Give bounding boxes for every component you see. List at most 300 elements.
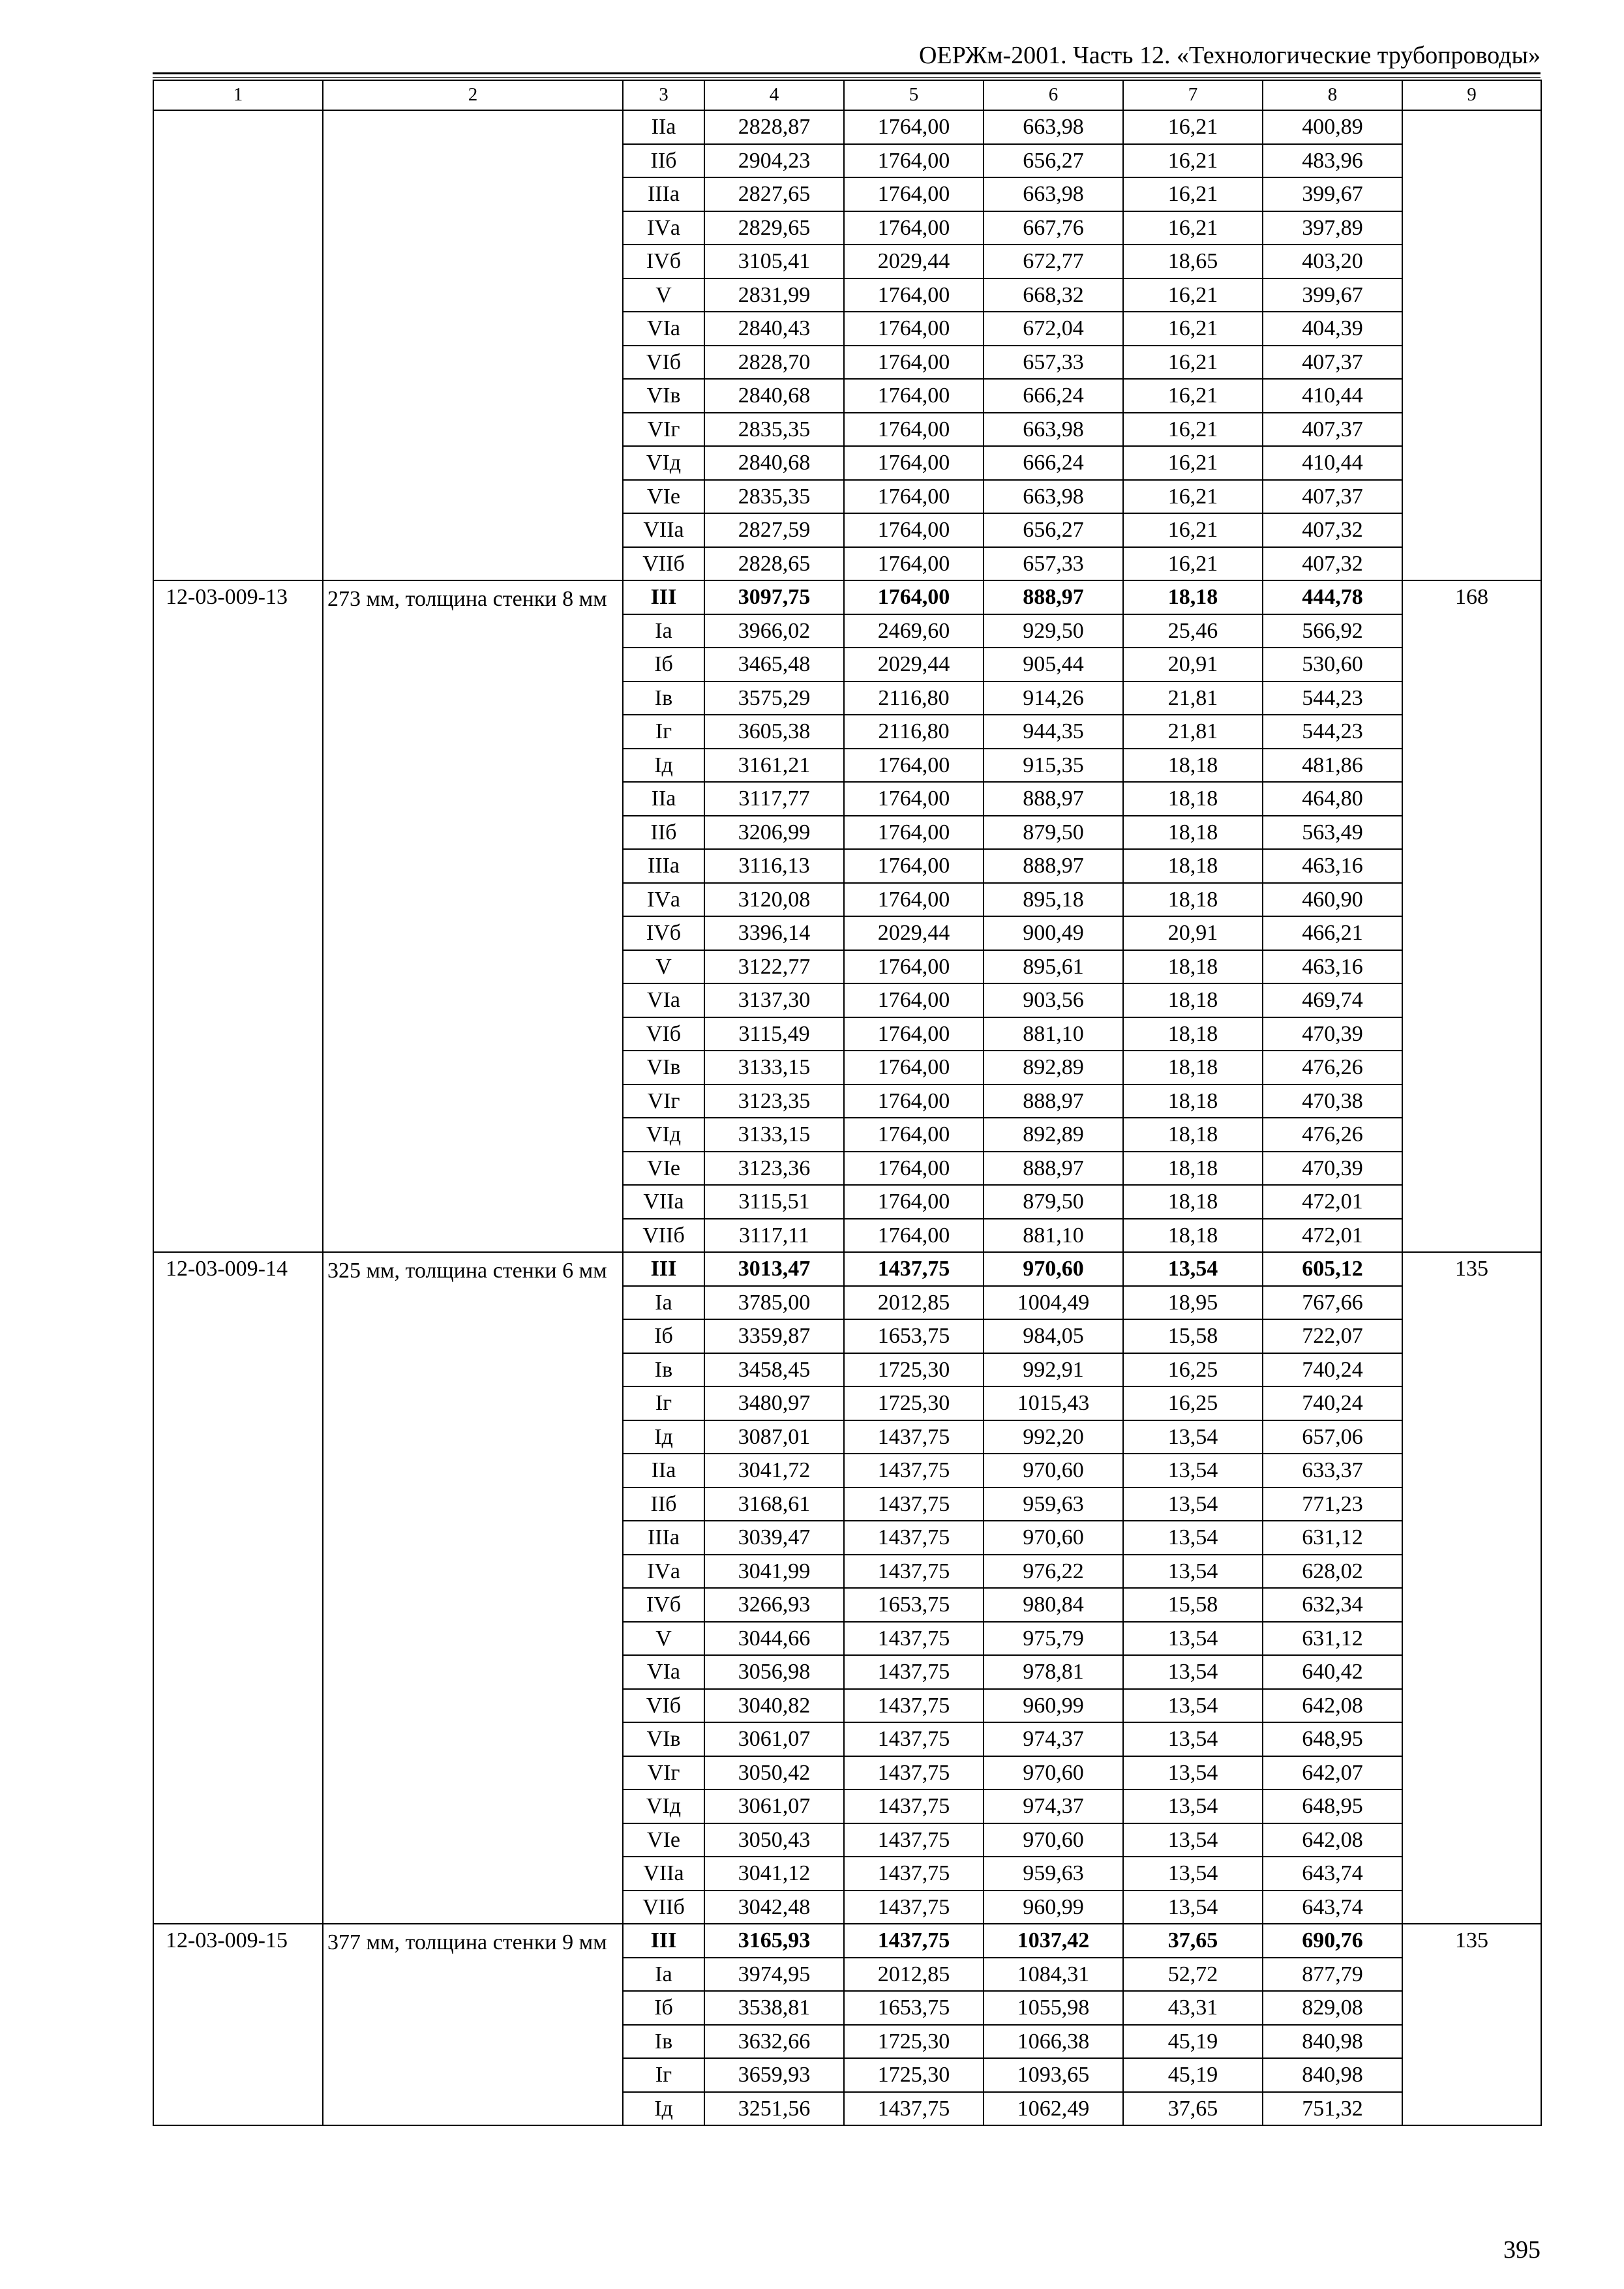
value-cell: 663,98 (984, 413, 1123, 447)
value-cell: 2828,87 (704, 110, 844, 144)
zone-cell: Iд (623, 2092, 704, 2126)
value-cell: 18,18 (1123, 849, 1263, 883)
table-row (153, 1924, 1541, 1958)
zone-cell: VIг (623, 413, 704, 447)
value-cell: 407,37 (1263, 346, 1402, 380)
value-cell: 1764,00 (844, 278, 984, 312)
value-cell: 530,60 (1263, 648, 1402, 681)
value-cell: 1437,75 (844, 1722, 984, 1756)
value-cell: 476,26 (1263, 1118, 1402, 1152)
value-cell: 3042,48 (704, 1891, 844, 1924)
zone-cell: VIб (623, 1017, 704, 1051)
value-cell: 16,21 (1123, 379, 1263, 413)
value-cell: 1764,00 (844, 1118, 984, 1152)
value-cell: 1725,30 (844, 1386, 984, 1420)
value-cell: 16,21 (1123, 547, 1263, 581)
value-cell: 879,50 (984, 816, 1123, 850)
zone-cell: Iа (623, 1958, 704, 1992)
value-cell: 2828,65 (704, 547, 844, 581)
zone-cell: Iг (623, 2058, 704, 2092)
value-cell: 410,44 (1263, 446, 1402, 480)
value-cell: 829,08 (1263, 1991, 1402, 2025)
value-cell: 1764,00 (844, 177, 984, 211)
value-cell: 959,63 (984, 1488, 1123, 1521)
value-cell: 16,21 (1123, 346, 1263, 380)
value-cell: 888,97 (984, 1152, 1123, 1186)
zone-cell: IIIа (623, 1521, 704, 1555)
value-cell: 903,56 (984, 983, 1123, 1017)
column-number: 6 (984, 80, 1123, 110)
value-cell: 2840,68 (704, 379, 844, 413)
code-cell (153, 110, 323, 580)
zone-cell: VIв (623, 1722, 704, 1756)
value-cell: 1764,00 (844, 1185, 984, 1219)
value-cell: 1437,75 (844, 1488, 984, 1521)
value-cell: 643,74 (1263, 1891, 1402, 1924)
value-cell: 1653,75 (844, 1991, 984, 2025)
value-cell: 666,24 (984, 379, 1123, 413)
value-cell: 21,81 (1123, 681, 1263, 715)
value-cell: 470,39 (1263, 1152, 1402, 1186)
value-cell: 3041,99 (704, 1555, 844, 1589)
zone-cell: III (623, 580, 704, 614)
value-cell: 1764,00 (844, 312, 984, 346)
zone-cell: VIIа (623, 1857, 704, 1891)
table-body (153, 80, 1541, 2125)
value-cell: 18,18 (1123, 816, 1263, 850)
value-cell: 1437,75 (844, 1555, 984, 1589)
value-cell: 18,18 (1123, 580, 1263, 614)
value-cell: 403,20 (1263, 245, 1402, 278)
table-row (153, 1252, 1541, 1286)
value-cell: 45,19 (1123, 2058, 1263, 2092)
value-cell: 397,89 (1263, 211, 1402, 245)
value-cell: 13,54 (1123, 1252, 1263, 1286)
value-cell: 895,61 (984, 950, 1123, 984)
value-cell: 3659,93 (704, 2058, 844, 2092)
value-cell: 1084,31 (984, 1958, 1123, 1992)
value-cell: 25,46 (1123, 614, 1263, 648)
value-cell: 52,72 (1123, 1958, 1263, 1992)
value-cell: 3117,77 (704, 782, 844, 816)
value-cell: 20,91 (1123, 916, 1263, 950)
column-number: 2 (323, 80, 623, 110)
value-cell: 1653,75 (844, 1588, 984, 1622)
running-header: ОЕРЖм-2001. Часть 12. «Технологические трубопроводы» (918, 42, 1541, 69)
value-cell: 944,35 (984, 715, 1123, 749)
value-cell: 1004,49 (984, 1286, 1123, 1320)
zone-cell: VIа (623, 312, 704, 346)
zone-cell: VIб (623, 1689, 704, 1723)
value-cell: 672,77 (984, 245, 1123, 278)
value-cell: 3122,77 (704, 950, 844, 984)
value-cell: 959,63 (984, 1857, 1123, 1891)
column-number: 5 (844, 80, 984, 110)
value-cell: 976,22 (984, 1555, 1123, 1589)
description-cell: 273 мм, толщина стенки 8 мм (323, 580, 623, 1252)
zone-cell: IIа (623, 1454, 704, 1488)
value-cell: 1437,75 (844, 1655, 984, 1689)
value-cell: 2116,80 (844, 681, 984, 715)
zone-cell: VIв (623, 1051, 704, 1085)
value-cell: 45,19 (1123, 2025, 1263, 2059)
value-cell: 470,39 (1263, 1017, 1402, 1051)
value-cell: 1437,75 (844, 1756, 984, 1790)
value-cell: 631,12 (1263, 1622, 1402, 1656)
value-cell: 16,25 (1123, 1386, 1263, 1420)
value-cell: 15,58 (1123, 1319, 1263, 1353)
value-cell: 1725,30 (844, 2025, 984, 2059)
value-cell: 1764,00 (844, 110, 984, 144)
value-cell: 1437,75 (844, 2092, 984, 2126)
header-rule-thin (153, 77, 1541, 78)
value-cell: 667,76 (984, 211, 1123, 245)
value-cell: 1764,00 (844, 379, 984, 413)
value-cell: 37,65 (1123, 2092, 1263, 2126)
value-cell: 1764,00 (844, 1152, 984, 1186)
zone-cell: Iа (623, 614, 704, 648)
value-cell: 13,54 (1123, 1789, 1263, 1823)
zone-cell: Iб (623, 648, 704, 681)
value-cell: 1653,75 (844, 1319, 984, 1353)
value-cell: 1437,75 (844, 1454, 984, 1488)
zone-cell: IIIа (623, 177, 704, 211)
value-cell: 1764,00 (844, 413, 984, 447)
value-cell: 3785,00 (704, 1286, 844, 1320)
value-cell: 404,39 (1263, 312, 1402, 346)
value-cell: 888,97 (984, 1085, 1123, 1118)
value-cell: 18,65 (1123, 245, 1263, 278)
value-cell: 16,21 (1123, 211, 1263, 245)
zone-cell: Iв (623, 681, 704, 715)
value-cell: 37,65 (1123, 1924, 1263, 1958)
value-cell: 3115,49 (704, 1017, 844, 1051)
value-cell: 407,32 (1263, 547, 1402, 581)
value-cell: 3396,14 (704, 916, 844, 950)
value-cell: 3251,56 (704, 2092, 844, 2126)
value-cell: 970,60 (984, 1823, 1123, 1857)
value-cell: 642,08 (1263, 1689, 1402, 1723)
zone-cell: IIб (623, 1488, 704, 1521)
value-cell: 13,54 (1123, 1857, 1263, 1891)
value-cell: 3117,11 (704, 1219, 844, 1253)
value-cell: 16,21 (1123, 177, 1263, 211)
value-cell: 1764,00 (844, 211, 984, 245)
value-cell: 399,67 (1263, 177, 1402, 211)
header-rule (153, 72, 1541, 74)
zone-cell: Iб (623, 1991, 704, 2025)
page-number: 395 (1503, 2236, 1541, 2264)
value-cell: 2116,80 (844, 715, 984, 749)
value-cell: 978,81 (984, 1655, 1123, 1689)
zone-cell: VIIб (623, 1891, 704, 1924)
value-cell: 668,32 (984, 278, 1123, 312)
value-cell: 1437,75 (844, 1823, 984, 1857)
value-cell: 2469,60 (844, 614, 984, 648)
value-cell: 3040,82 (704, 1689, 844, 1723)
value-cell: 463,16 (1263, 950, 1402, 984)
value-cell: 16,21 (1123, 312, 1263, 346)
value-cell: 16,21 (1123, 144, 1263, 178)
value-cell: 470,38 (1263, 1085, 1402, 1118)
zone-cell: Iг (623, 1386, 704, 1420)
value-cell: 566,92 (1263, 614, 1402, 648)
value-cell: 18,18 (1123, 1118, 1263, 1152)
price-cell: 135 (1402, 1924, 1541, 2125)
value-cell: 1725,30 (844, 2058, 984, 2092)
value-cell: 657,33 (984, 547, 1123, 581)
value-cell: 1764,00 (844, 547, 984, 581)
value-cell: 18,18 (1123, 1185, 1263, 1219)
value-cell: 3050,42 (704, 1756, 844, 1790)
zone-cell: IIа (623, 782, 704, 816)
zone-cell: VIе (623, 480, 704, 514)
value-cell: 970,60 (984, 1252, 1123, 1286)
description-cell: 377 мм, толщина стенки 9 мм (323, 1924, 623, 2125)
value-cell: 3266,93 (704, 1588, 844, 1622)
table-row (153, 110, 1541, 144)
zone-cell: V (623, 278, 704, 312)
value-cell: 1764,00 (844, 1051, 984, 1085)
value-cell: 900,49 (984, 916, 1123, 950)
value-cell: 879,50 (984, 1185, 1123, 1219)
column-number: 1 (153, 80, 323, 110)
value-cell: 881,10 (984, 1219, 1123, 1253)
value-cell: 3359,87 (704, 1319, 844, 1353)
zone-cell: IVа (623, 1555, 704, 1589)
value-cell: 18,18 (1123, 983, 1263, 1017)
value-cell: 2904,23 (704, 144, 844, 178)
value-cell: 663,98 (984, 177, 1123, 211)
value-cell: 18,18 (1123, 1051, 1263, 1085)
value-cell: 18,95 (1123, 1286, 1263, 1320)
value-cell: 15,58 (1123, 1588, 1263, 1622)
value-cell: 18,18 (1123, 950, 1263, 984)
value-cell: 672,04 (984, 312, 1123, 346)
price-cell: 168 (1402, 580, 1541, 1252)
value-cell: 18,18 (1123, 1219, 1263, 1253)
value-cell: 1437,75 (844, 1689, 984, 1723)
value-cell: 974,37 (984, 1789, 1123, 1823)
code-cell: 12-03-009-15 (153, 1924, 323, 2125)
value-cell: 980,84 (984, 1588, 1123, 1622)
value-cell: 2835,35 (704, 480, 844, 514)
zone-cell: Iд (623, 1420, 704, 1454)
value-cell: 16,21 (1123, 278, 1263, 312)
value-cell: 3133,15 (704, 1051, 844, 1085)
value-cell: 16,21 (1123, 513, 1263, 547)
value-cell: 476,26 (1263, 1051, 1402, 1085)
zone-cell: IIб (623, 144, 704, 178)
value-cell: 631,12 (1263, 1521, 1402, 1555)
value-cell: 466,21 (1263, 916, 1402, 950)
zone-cell: Iа (623, 1286, 704, 1320)
price-cell: 135 (1402, 1252, 1541, 1924)
value-cell: 13,54 (1123, 1689, 1263, 1723)
value-cell: 1093,65 (984, 2058, 1123, 2092)
value-cell: 399,67 (1263, 278, 1402, 312)
value-cell: 18,18 (1123, 749, 1263, 783)
value-cell: 463,16 (1263, 849, 1402, 883)
value-cell: 1764,00 (844, 1219, 984, 1253)
description-cell: 325 мм, толщина стенки 6 мм (323, 1252, 623, 1924)
price-table (153, 80, 1542, 2126)
value-cell: 3137,30 (704, 983, 844, 1017)
value-cell: 1437,75 (844, 1857, 984, 1891)
value-cell: 13,54 (1123, 1756, 1263, 1790)
value-cell: 970,60 (984, 1521, 1123, 1555)
value-cell: 3039,47 (704, 1521, 844, 1555)
column-number: 8 (1263, 80, 1402, 110)
value-cell: 970,60 (984, 1756, 1123, 1790)
value-cell: 3133,15 (704, 1118, 844, 1152)
zone-cell: V (623, 1622, 704, 1656)
value-cell: 984,05 (984, 1319, 1123, 1353)
value-cell: 1437,75 (844, 1789, 984, 1823)
value-cell: 970,60 (984, 1454, 1123, 1488)
value-cell: 460,90 (1263, 883, 1402, 917)
value-cell: 16,21 (1123, 413, 1263, 447)
value-cell: 2829,65 (704, 211, 844, 245)
zone-cell: VIг (623, 1756, 704, 1790)
value-cell: 18,18 (1123, 782, 1263, 816)
value-cell: 632,34 (1263, 1588, 1402, 1622)
zone-cell: VIд (623, 446, 704, 480)
zone-cell: IVа (623, 883, 704, 917)
value-cell: 3165,93 (704, 1924, 844, 1958)
value-cell: 3013,47 (704, 1252, 844, 1286)
table-row (153, 580, 1541, 614)
column-number: 4 (704, 80, 844, 110)
value-cell: 3041,72 (704, 1454, 844, 1488)
value-cell: 1437,75 (844, 1521, 984, 1555)
code-cell: 12-03-009-14 (153, 1252, 323, 1924)
zone-cell: VIа (623, 1655, 704, 1689)
value-cell: 472,01 (1263, 1185, 1402, 1219)
value-cell: 1764,00 (844, 480, 984, 514)
value-cell: 3097,75 (704, 580, 844, 614)
value-cell: 544,23 (1263, 681, 1402, 715)
value-cell: 3168,61 (704, 1488, 844, 1521)
value-cell: 656,27 (984, 513, 1123, 547)
value-cell: 992,91 (984, 1353, 1123, 1387)
value-cell: 472,01 (1263, 1219, 1402, 1253)
value-cell: 905,44 (984, 648, 1123, 681)
value-cell: 663,98 (984, 110, 1123, 144)
value-cell: 663,98 (984, 480, 1123, 514)
value-cell: 1062,49 (984, 2092, 1123, 2126)
zone-cell: V (623, 950, 704, 984)
value-cell: 929,50 (984, 614, 1123, 648)
column-number: 9 (1402, 80, 1541, 110)
value-cell: 648,95 (1263, 1789, 1402, 1823)
value-cell: 444,78 (1263, 580, 1402, 614)
zone-cell: VIв (623, 379, 704, 413)
value-cell: 563,49 (1263, 816, 1402, 850)
value-cell: 3120,08 (704, 883, 844, 917)
zone-cell: IVб (623, 245, 704, 278)
value-cell: 3061,07 (704, 1789, 844, 1823)
value-cell: 915,35 (984, 749, 1123, 783)
value-cell: 1015,43 (984, 1386, 1123, 1420)
value-cell: 400,89 (1263, 110, 1402, 144)
value-cell: 960,99 (984, 1891, 1123, 1924)
value-cell: 1764,00 (844, 580, 984, 614)
value-cell: 690,76 (1263, 1924, 1402, 1958)
value-cell: 3061,07 (704, 1722, 844, 1756)
value-cell: 3115,51 (704, 1185, 844, 1219)
value-cell: 2827,65 (704, 177, 844, 211)
zone-cell: VIIб (623, 1219, 704, 1253)
value-cell: 13,54 (1123, 1622, 1263, 1656)
value-cell: 544,23 (1263, 715, 1402, 749)
value-cell: 1764,00 (844, 1085, 984, 1118)
value-cell: 648,95 (1263, 1722, 1402, 1756)
value-cell: 2827,59 (704, 513, 844, 547)
value-cell: 3056,98 (704, 1655, 844, 1689)
column-number-row (153, 80, 1541, 110)
value-cell: 18,18 (1123, 883, 1263, 917)
value-cell: 642,08 (1263, 1823, 1402, 1857)
zone-cell: Iд (623, 749, 704, 783)
value-cell: 18,18 (1123, 1017, 1263, 1051)
value-cell: 3105,41 (704, 245, 844, 278)
value-cell: 13,54 (1123, 1420, 1263, 1454)
value-cell: 633,37 (1263, 1454, 1402, 1488)
value-cell: 13,54 (1123, 1521, 1263, 1555)
value-cell: 888,97 (984, 580, 1123, 614)
value-cell: 1725,30 (844, 1353, 984, 1387)
value-cell: 13,54 (1123, 1555, 1263, 1589)
value-cell: 3575,29 (704, 681, 844, 715)
value-cell: 3050,43 (704, 1823, 844, 1857)
value-cell: 13,54 (1123, 1722, 1263, 1756)
zone-cell: VIIа (623, 513, 704, 547)
zone-cell: IIIа (623, 849, 704, 883)
value-cell: 914,26 (984, 681, 1123, 715)
value-cell: 13,54 (1123, 1823, 1263, 1857)
value-cell: 840,98 (1263, 2058, 1402, 2092)
zone-cell: VIе (623, 1823, 704, 1857)
value-cell: 2835,35 (704, 413, 844, 447)
value-cell: 18,18 (1123, 1085, 1263, 1118)
value-cell: 43,31 (1123, 1991, 1263, 2025)
zone-cell: VIд (623, 1789, 704, 1823)
value-cell: 20,91 (1123, 648, 1263, 681)
zone-cell: III (623, 1924, 704, 1958)
value-cell: 407,37 (1263, 480, 1402, 514)
value-cell: 1764,00 (844, 883, 984, 917)
value-cell: 840,98 (1263, 2025, 1402, 2059)
zone-cell: Iб (623, 1319, 704, 1353)
value-cell: 13,54 (1123, 1891, 1263, 1924)
value-cell: 1037,42 (984, 1924, 1123, 1958)
zone-cell: VIIб (623, 547, 704, 581)
value-cell: 643,74 (1263, 1857, 1402, 1891)
value-cell: 3087,01 (704, 1420, 844, 1454)
zone-cell: IVа (623, 211, 704, 245)
value-cell: 16,21 (1123, 110, 1263, 144)
value-cell: 771,23 (1263, 1488, 1402, 1521)
description-cell (323, 110, 623, 580)
zone-cell: VIIа (623, 1185, 704, 1219)
zone-cell: Iг (623, 715, 704, 749)
code-cell: 12-03-009-13 (153, 580, 323, 1252)
value-cell: 2029,44 (844, 916, 984, 950)
value-cell: 3041,12 (704, 1857, 844, 1891)
value-cell: 975,79 (984, 1622, 1123, 1656)
value-cell: 1437,75 (844, 1924, 984, 1958)
